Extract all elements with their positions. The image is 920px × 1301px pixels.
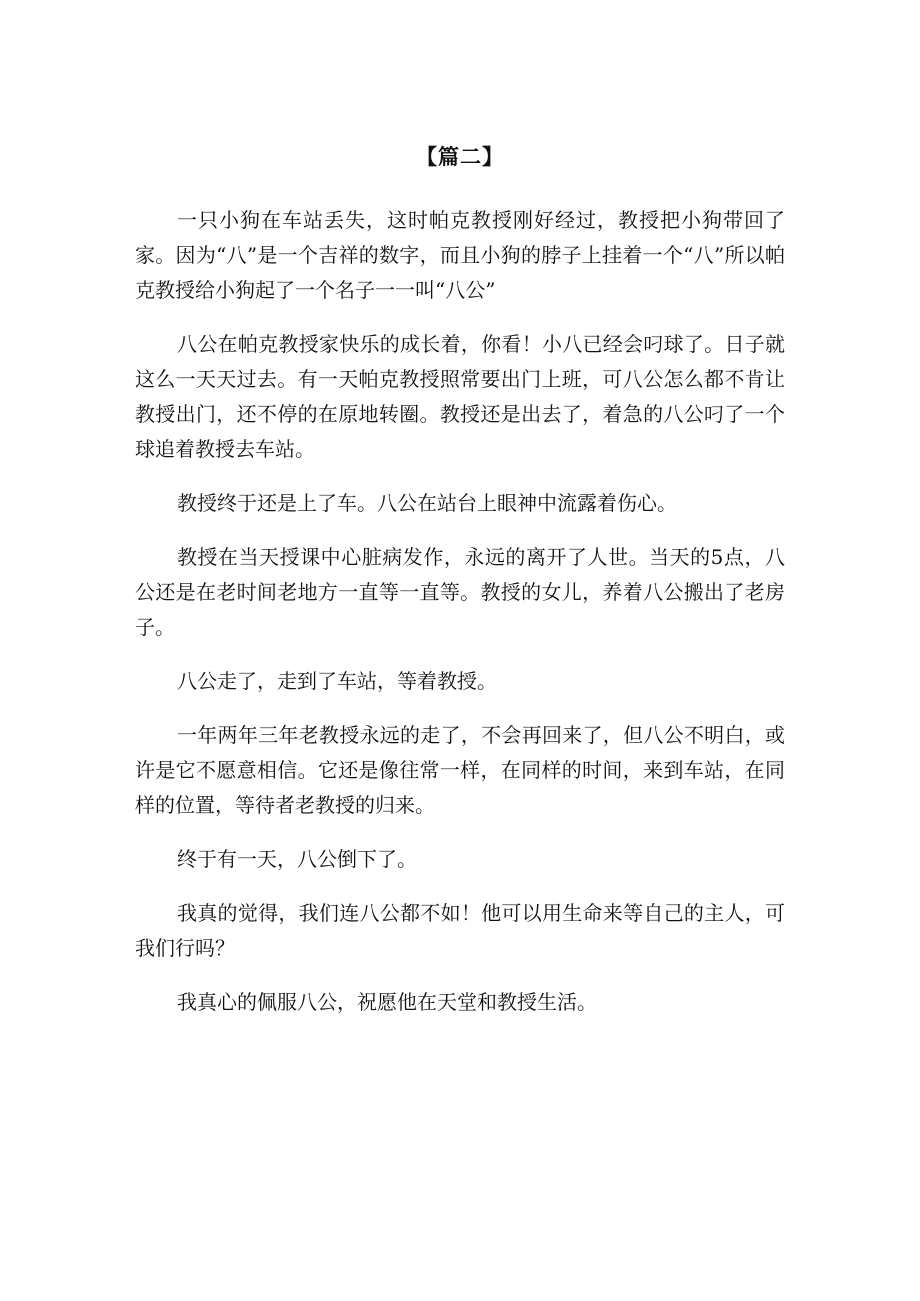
paragraph: 我真的觉得，我们连八公都不如！他可以用生命来等自己的主人，可我们行吗？ [135, 901, 785, 960]
paragraph: 教授在当天授课中心脏病发作，永远的离开了人世。当天的5点，八公还是在老时间老地方一直等一直等。教授的女儿，养着八公搬出了老房子。 [135, 545, 785, 639]
paragraph: 八公在帕克教授家快乐的成长着，你看！小八已经会叼球了。日子就这么一天天过去。有一天帕克教授照常要出门上班，可八公怎么都不肯让教授出门，还不停的在原地转圈。教授还是出去了，着急的八公叼了一个球追着教授去车站。 [135, 332, 785, 461]
paragraph: 教授终于还是上了车。八公在站台上眼神中流露着伤心。 [177, 491, 677, 515]
paragraph: 八公走了，走到了车站，等着教授。 [177, 669, 497, 693]
document-body [135, 203, 785, 1039]
paragraph: 我真心的佩服八公，祝愿他在天堂和教授生活。 [177, 990, 597, 1014]
paragraph: 一年两年三年老教授永远的走了，不会再回来了，但八公不明白，或许是它不愿意相信。它还是像往常一样，在同样的时间，来到车站，在同样的位置，等待者老教授的归来。 [135, 723, 785, 817]
paragraph: 一只小狗在车站丢失，这时帕克教授刚好经过，教授把小狗带回了家。因为“八”是一个吉祥的数字，而且小狗的脖子上挂着一个“八”所以帕克教授给小狗起了一个名子一一叫“八公” [135, 208, 785, 302]
document-title: 【篇二】 [416, 144, 504, 169]
paragraph: 终于有一天，八公倒下了。 [177, 847, 417, 871]
